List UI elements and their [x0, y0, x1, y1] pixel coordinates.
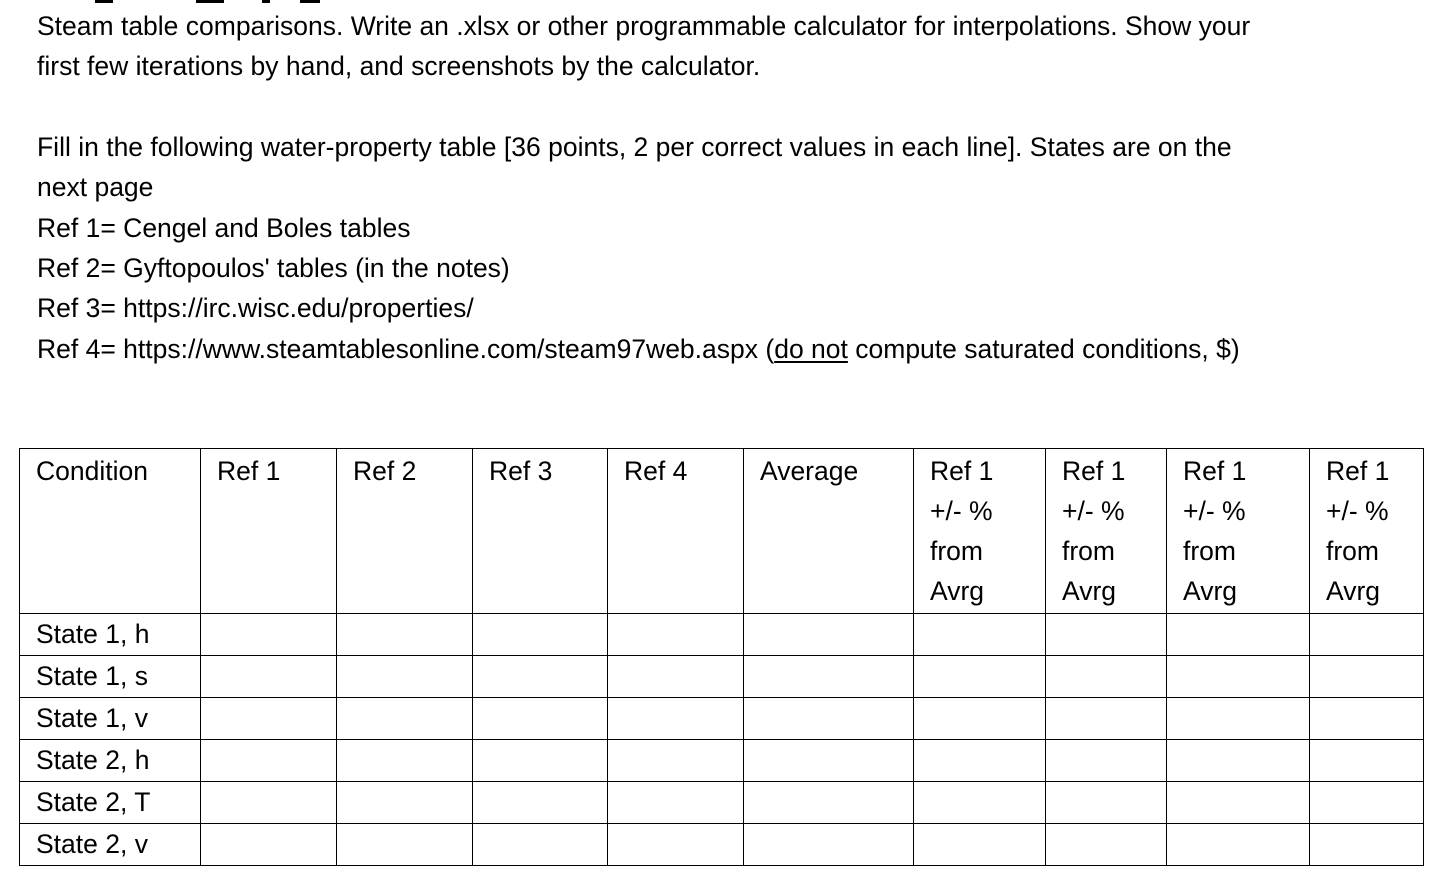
deviation-label-avrg: Avrg [1183, 576, 1238, 606]
value-cell[interactable] [914, 782, 1046, 824]
header-ref-3: Ref 3 [473, 449, 608, 614]
value-cell[interactable] [744, 614, 914, 656]
value-cell[interactable] [914, 656, 1046, 698]
condition-cell: State 1, v [20, 698, 201, 740]
condition-cell: State 2, T [20, 782, 201, 824]
fill-instruction-line-1: Fill in the following water-property table [36 points, 2 per correct values in each line]. States are on the [37, 132, 1232, 162]
deviation-label-percent: +/- % [930, 496, 993, 526]
value-cell[interactable] [914, 824, 1046, 866]
table-row [20, 824, 1424, 866]
value-cell[interactable] [337, 614, 473, 656]
value-cell[interactable] [1046, 698, 1167, 740]
deviation-label-avrg: Avrg [1326, 576, 1381, 606]
header-ref-4: Ref 4 [608, 449, 744, 614]
value-cell[interactable] [1310, 698, 1424, 740]
value-cell[interactable] [1310, 614, 1424, 656]
condition-cell: State 1, s [20, 656, 201, 698]
header-ref-1: Ref 1 [201, 449, 337, 614]
value-cell[interactable] [201, 782, 337, 824]
value-cell[interactable] [473, 698, 608, 740]
value-cell[interactable] [1310, 740, 1424, 782]
table-row [20, 698, 1424, 740]
value-cell[interactable] [608, 614, 744, 656]
table-row [20, 740, 1424, 782]
value-cell[interactable] [1046, 740, 1167, 782]
value-cell[interactable] [608, 740, 744, 782]
condition-cell: State 1, h [20, 614, 201, 656]
value-cell[interactable] [1046, 614, 1167, 656]
deviation-label-avrg: Avrg [1062, 576, 1117, 606]
deviation-label-ref: Ref 1 [930, 456, 994, 486]
value-cell[interactable] [337, 698, 473, 740]
intro-line-2: first few iterations by hand, and screenshots by the calculator. [37, 51, 761, 81]
value-cell[interactable] [1046, 656, 1167, 698]
value-cell[interactable] [1167, 824, 1310, 866]
cropped-text-remnant [0, 0, 1436, 3]
ref-3-definition: Ref 3= https://irc.wisc.edu/properties/ [37, 293, 474, 323]
header-row [20, 449, 1424, 614]
deviation-label-from: from [1326, 536, 1379, 566]
deviation-label-from: from [1062, 536, 1115, 566]
value-cell[interactable] [608, 782, 744, 824]
deviation-label-ref: Ref 1 [1326, 456, 1390, 486]
deviation-label-from: from [1183, 536, 1236, 566]
deviation-label-percent: +/- % [1183, 496, 1246, 526]
header-average: Average [744, 449, 914, 614]
value-cell[interactable] [608, 824, 744, 866]
header-deviation-3 [1167, 449, 1310, 614]
value-cell[interactable] [744, 656, 914, 698]
value-cell[interactable] [608, 656, 744, 698]
value-cell[interactable] [337, 782, 473, 824]
value-cell[interactable] [1046, 824, 1167, 866]
condition-cell: State 2, h [20, 740, 201, 782]
value-cell[interactable] [201, 614, 337, 656]
header-condition: Condition [20, 449, 201, 614]
water-property-table [19, 448, 1424, 866]
value-cell[interactable] [337, 656, 473, 698]
value-cell[interactable] [744, 740, 914, 782]
value-cell[interactable] [1167, 614, 1310, 656]
table-row [20, 656, 1424, 698]
ref-4-prefix: Ref 4= https://www.steamtablesonline.com/steam97web.aspx ( [37, 334, 775, 364]
value-cell[interactable] [1046, 782, 1167, 824]
ref-4-suffix: compute saturated conditions, $) [847, 334, 1240, 364]
value-cell[interactable] [1310, 782, 1424, 824]
deviation-label-ref: Ref 1 [1183, 456, 1247, 486]
value-cell[interactable] [914, 740, 1046, 782]
header-deviation-1 [914, 449, 1046, 614]
intro-line-1: Steam table comparisons. Write an .xlsx or other programmable calculator for interpolations. Show your [37, 11, 1251, 41]
value-cell[interactable] [337, 824, 473, 866]
value-cell[interactable] [201, 824, 337, 866]
value-cell[interactable] [1167, 656, 1310, 698]
value-cell[interactable] [608, 698, 744, 740]
value-cell[interactable] [201, 656, 337, 698]
header-ref-2: Ref 2 [337, 449, 473, 614]
deviation-label-percent: +/- % [1062, 496, 1125, 526]
value-cell[interactable] [744, 782, 914, 824]
ref-4-definition [37, 329, 1240, 369]
value-cell[interactable] [473, 614, 608, 656]
deviation-label-avrg: Avrg [930, 576, 985, 606]
value-cell[interactable] [1310, 656, 1424, 698]
ref-2-definition: Ref 2= Gyftopoulos' tables (in the notes) [37, 253, 510, 283]
condition-cell: State 2, v [20, 824, 201, 866]
ref-1-definition: Ref 1= Cengel and Boles tables [37, 213, 411, 243]
value-cell[interactable] [1167, 782, 1310, 824]
value-cell[interactable] [914, 698, 1046, 740]
value-cell[interactable] [201, 740, 337, 782]
value-cell[interactable] [1310, 824, 1424, 866]
table-row [20, 782, 1424, 824]
value-cell[interactable] [1167, 740, 1310, 782]
value-cell[interactable] [744, 698, 914, 740]
value-cell[interactable] [473, 656, 608, 698]
ref-4-emphasis: do not [774, 334, 848, 364]
deviation-label-ref: Ref 1 [1062, 456, 1126, 486]
value-cell[interactable] [473, 824, 608, 866]
header-deviation-2 [1046, 449, 1167, 614]
fill-instruction-line-2: next page [37, 172, 154, 202]
value-cell[interactable] [914, 614, 1046, 656]
value-cell[interactable] [473, 740, 608, 782]
header-deviation-4 [1310, 449, 1424, 614]
value-cell[interactable] [337, 740, 473, 782]
value-cell[interactable] [473, 782, 608, 824]
deviation-label-percent: +/- % [1326, 496, 1389, 526]
value-cell[interactable] [201, 698, 337, 740]
deviation-label-from: from [930, 536, 983, 566]
table-row [20, 614, 1424, 656]
value-cell[interactable] [744, 824, 914, 866]
value-cell[interactable] [1167, 698, 1310, 740]
